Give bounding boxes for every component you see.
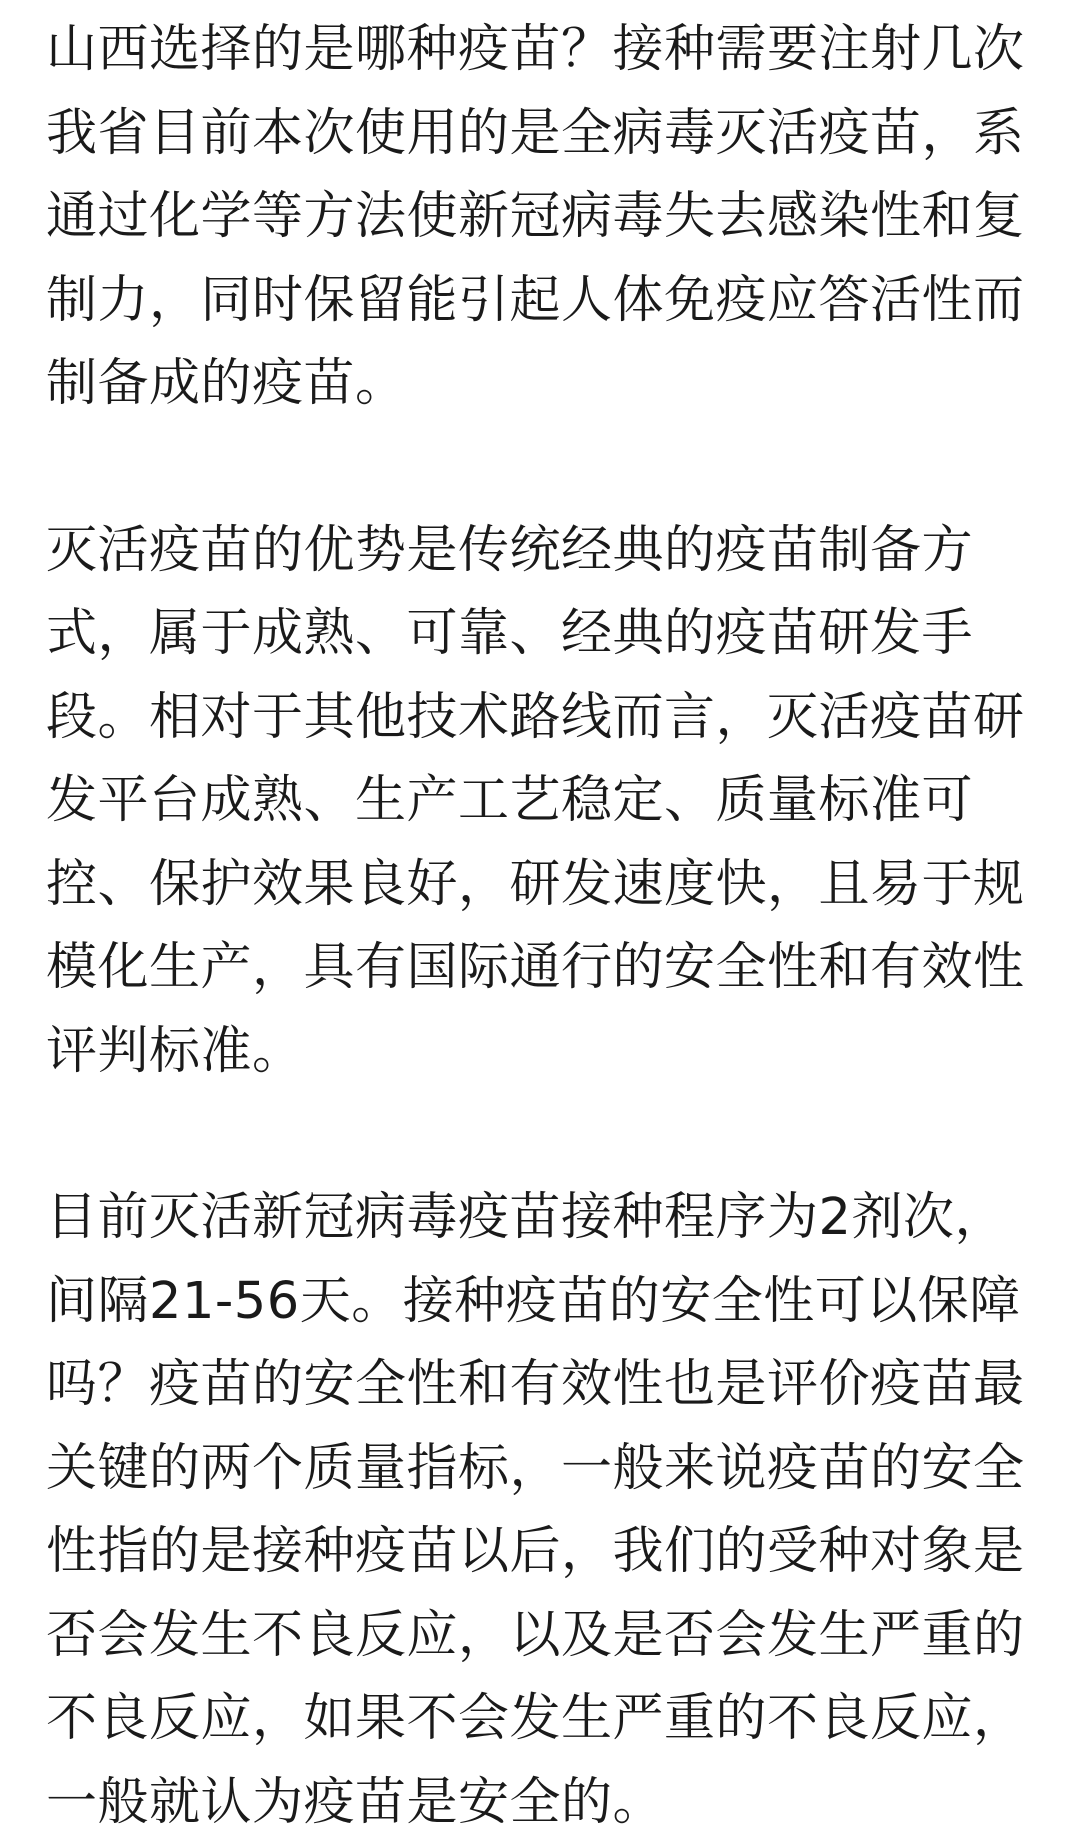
paragraph-spacer bbox=[46, 1093, 1046, 1176]
paragraph-spacer bbox=[46, 426, 1046, 509]
paragraph-inactivated-advantages: 灭活疫苗的优势是传统经典的疫苗制备方 式，属于成熟、可靠、经典的疫苗研发手 段。相对于其他技术路线而言，灭活疫苗研 发平台成熟、生产工艺稳定、质量标准可 控、保护效果良好，研发速度快，且易于规 模化生产，具有国际通行的安全性和有效性 评判标准。 bbox=[46, 520, 1025, 1081]
article-body bbox=[46, 8, 1046, 1844]
paragraph-schedule-safety: 目前灭活新冠病毒疫苗接种程序为2剂次， 间隔21-56天。接种疫苗的安全性可以保障 吗？疫苗的安全性和有效性也是评价疫苗最 关键的两个质量指标，一般来说疫苗的安全 性指的是接种疫苗以后，我们的受种对象是 否会发生不良反应，以及是否会发生严重的 不良反应，如果不会发生严重的不良反应， 一般就认为疫苗是安全的。 bbox=[46, 1188, 1025, 1832]
paragraph-vaccine-type: 山西选择的是哪种疫苗？接种需要注射几次 我省目前本次使用的是全病毒灭活疫苗，系 通过化学等方法使新冠病毒失去感染性和复 制力，同时保留能引起人体免疫应答活性而 制备成的疫苗。 bbox=[46, 20, 1025, 413]
